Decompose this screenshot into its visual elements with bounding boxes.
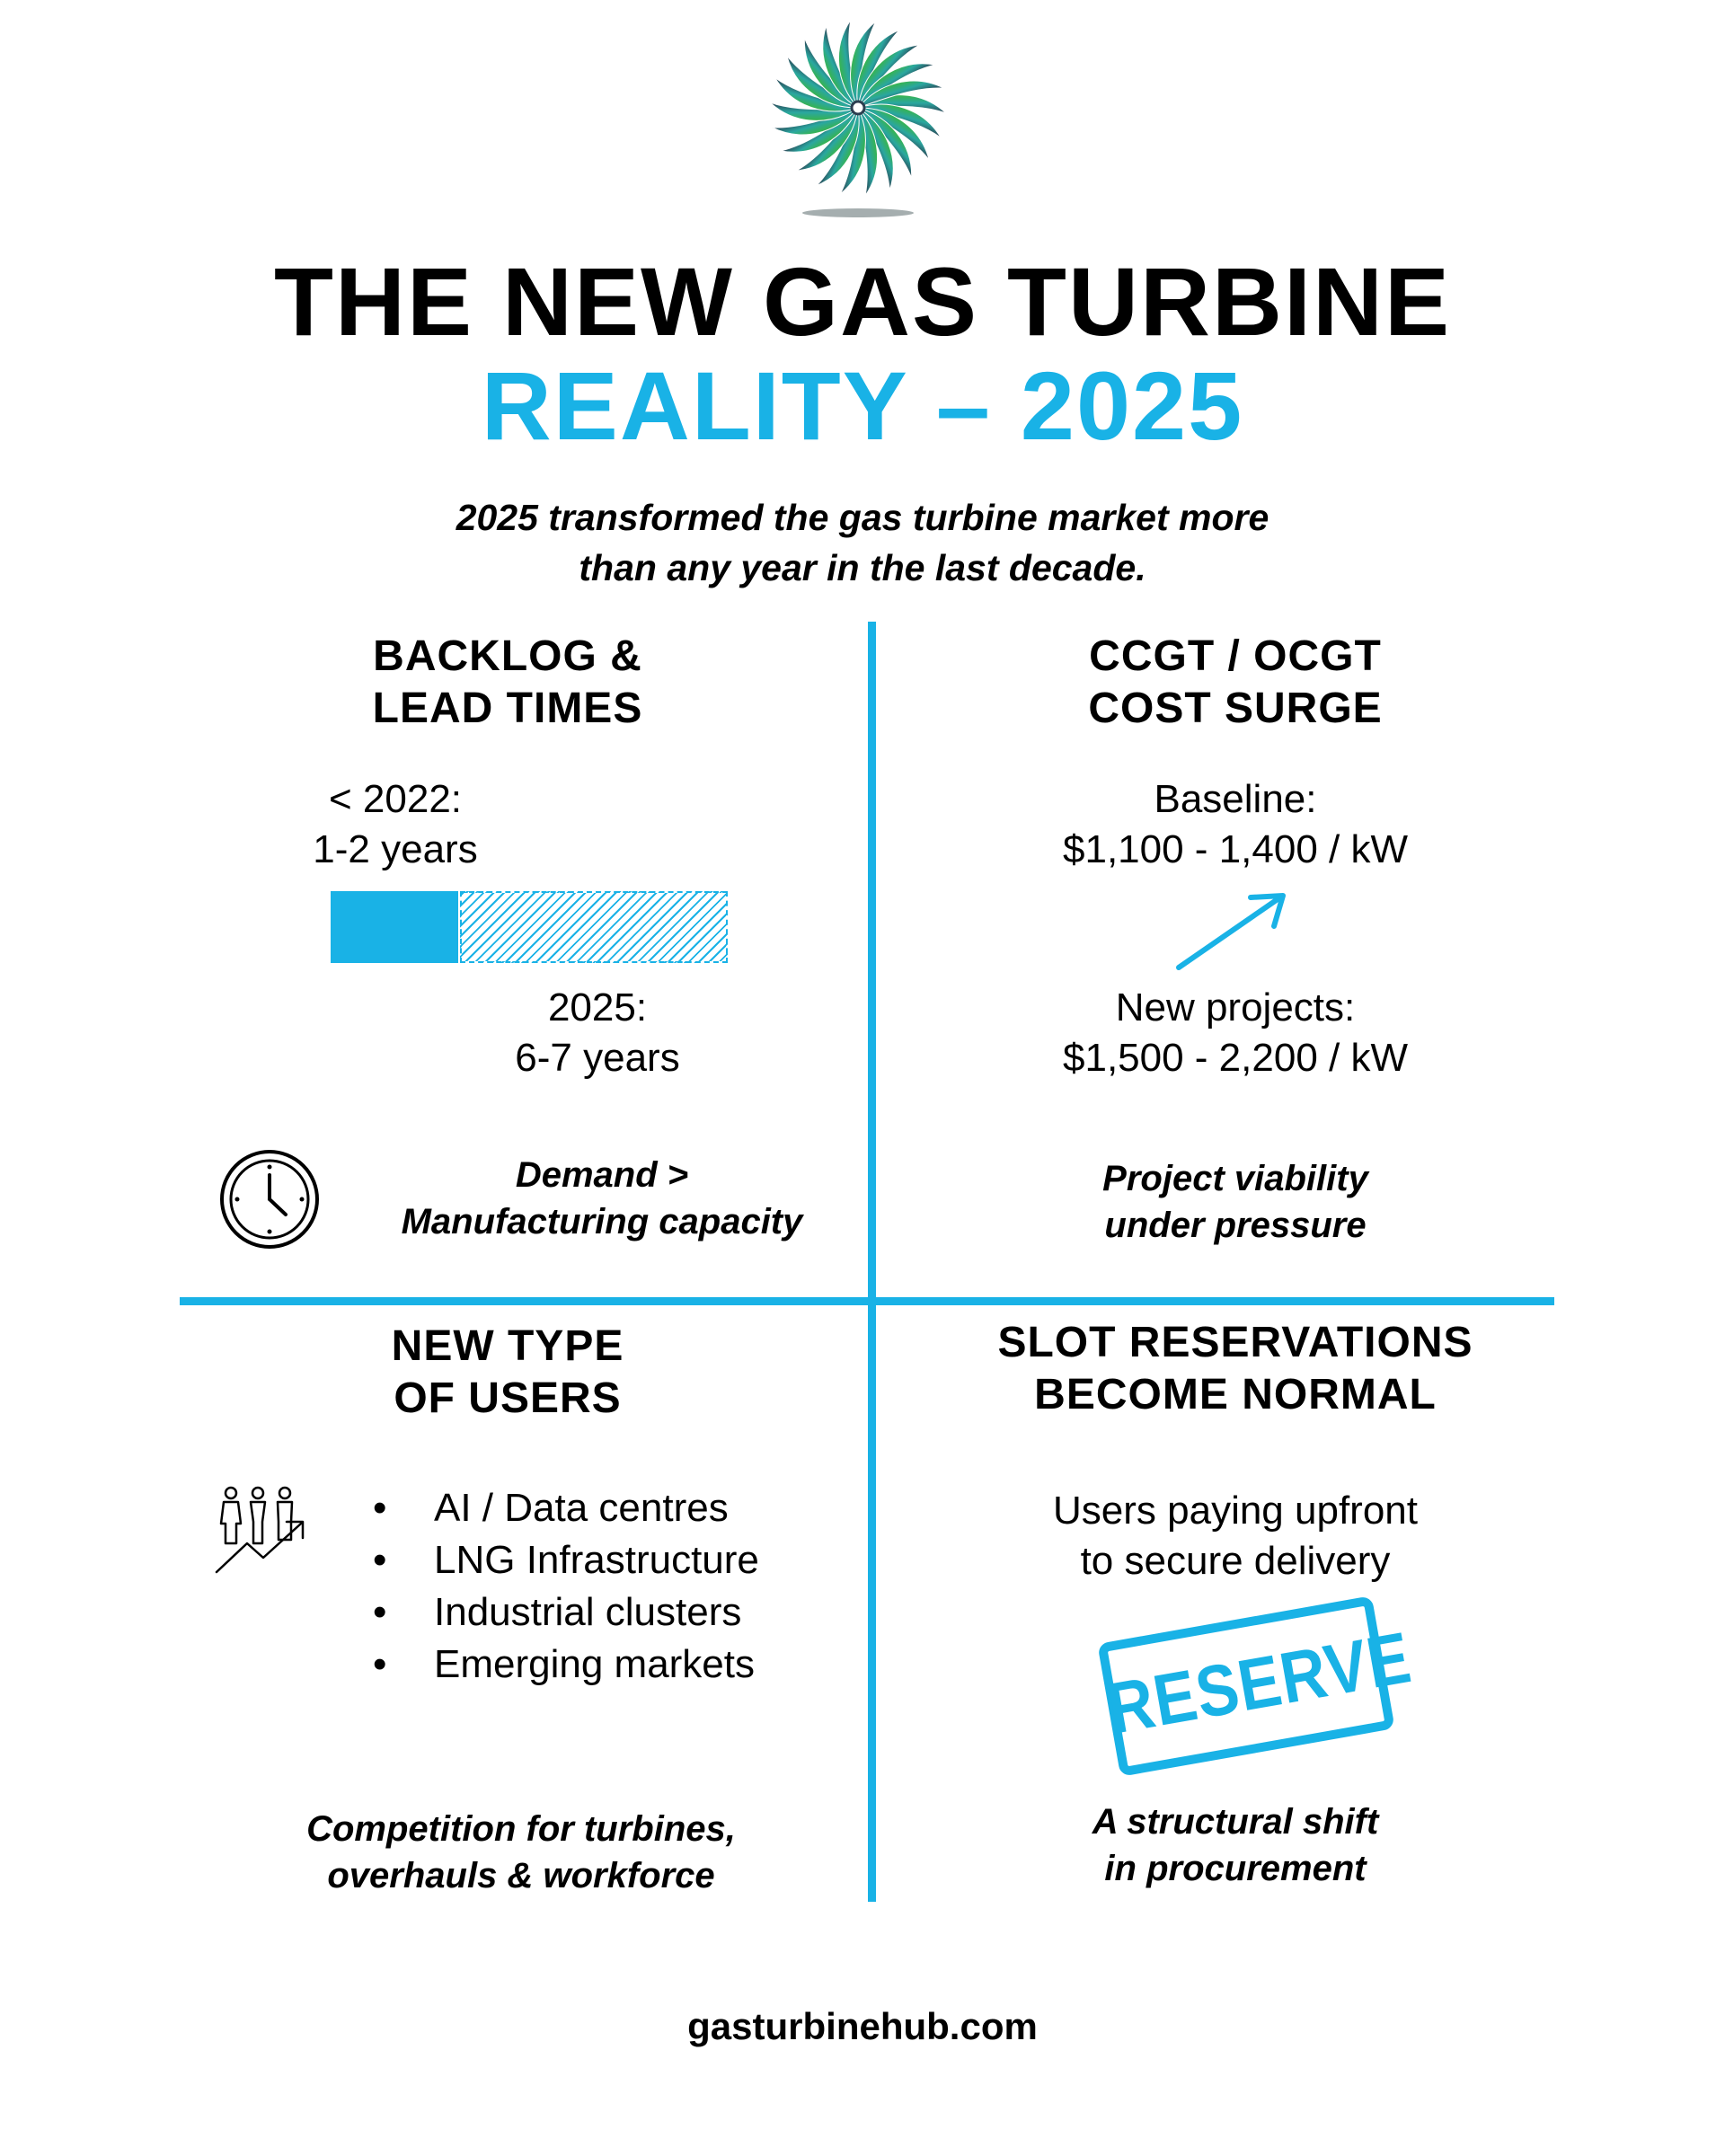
clock-icon — [216, 1145, 323, 1253]
slots-note-line-1: A structural shift — [1092, 1802, 1379, 1842]
users-note-line-2: overhauls & workforce — [327, 1856, 715, 1895]
slots-text — [966, 1486, 1505, 1586]
cost-note — [988, 1155, 1482, 1249]
backlog-before-value: 1-2 years — [313, 827, 478, 871]
lead-time-bar-extended — [460, 891, 728, 963]
website-link[interactable]: gasturbinehub.com — [687, 2005, 1038, 2047]
slots-heading-line-2: BECOME NORMAL — [1034, 1371, 1437, 1418]
backlog-note-line-1: Demand > — [515, 1155, 689, 1195]
turbine-logo-icon — [764, 13, 952, 220]
slots-heading-line-1: SLOT RESERVATIONS — [997, 1319, 1473, 1366]
cost-note-line-1: Project viability — [1102, 1159, 1368, 1198]
slots-text-line-2: to secure delivery — [1080, 1539, 1391, 1583]
vertical-divider — [868, 622, 876, 1902]
reserve-stamp-text: RESERVE — [1101, 1616, 1418, 1750]
subtitle-line-2: than any year in the last decade. — [579, 547, 1146, 588]
backlog-after-value: 6-7 years — [515, 1036, 680, 1080]
backlog-note-line-2: Manufacturing capacity — [401, 1202, 803, 1241]
backlog-after — [418, 983, 777, 1083]
title-line-1: THE NEW GAS TURBINE — [273, 247, 1451, 356]
lead-time-bar-filled — [331, 891, 458, 963]
list-item: • AI / Data centres — [373, 1482, 858, 1534]
cost-new-label: New projects: — [1115, 985, 1356, 1029]
backlog-after-label: 2025: — [547, 985, 648, 1029]
subtitle-line-1: 2025 transformed the gas turbine market more — [456, 497, 1269, 538]
backlog-before-label: < 2022: — [328, 777, 463, 821]
horizontal-divider — [180, 1297, 1554, 1305]
cost-heading-line-1: CCGT / OCGT — [1089, 632, 1382, 680]
users-note — [252, 1806, 791, 1899]
cost-baseline — [966, 774, 1505, 875]
cost-new-value: $1,500 - 2,200 / kW — [1063, 1036, 1408, 1080]
list-item: • Emerging markets — [373, 1639, 858, 1691]
backlog-heading — [261, 631, 755, 735]
slots-heading — [925, 1317, 1545, 1421]
people-growth-icon — [211, 1482, 328, 1581]
subtitle — [323, 492, 1402, 593]
title-line-2: REALITY – 2025 — [481, 351, 1244, 460]
cost-baseline-label: Baseline: — [1154, 777, 1317, 821]
backlog-before — [216, 774, 575, 875]
cost-heading — [988, 631, 1482, 735]
users-heading-line-2: OF USERS — [394, 1374, 622, 1422]
cost-new — [966, 983, 1505, 1083]
reserve-stamp — [1097, 1595, 1418, 1777]
slots-note-line-2: in procurement — [1104, 1849, 1367, 1888]
slots-text-line-1: Users paying upfront — [1053, 1489, 1418, 1533]
list-item: • LNG Infrastructure — [373, 1534, 858, 1586]
cost-heading-line-2: COST SURGE — [1088, 685, 1383, 732]
users-heading-line-1: NEW TYPE — [391, 1322, 624, 1370]
slots-note — [988, 1798, 1482, 1892]
backlog-note — [359, 1152, 845, 1245]
cost-baseline-value: $1,100 - 1,400 / kW — [1063, 827, 1408, 871]
users-note-line-1: Competition for turbines, — [306, 1809, 736, 1849]
arrow-up-right-icon — [1168, 885, 1303, 975]
users-heading — [261, 1321, 755, 1425]
user-types-list — [373, 1482, 858, 1691]
backlog-heading-line-1: BACKLOG & — [373, 632, 642, 680]
backlog-heading-line-2: LEAD TIMES — [372, 685, 643, 732]
cost-note-line-2: under pressure — [1104, 1206, 1367, 1245]
list-item: • Industrial clusters — [373, 1586, 858, 1639]
